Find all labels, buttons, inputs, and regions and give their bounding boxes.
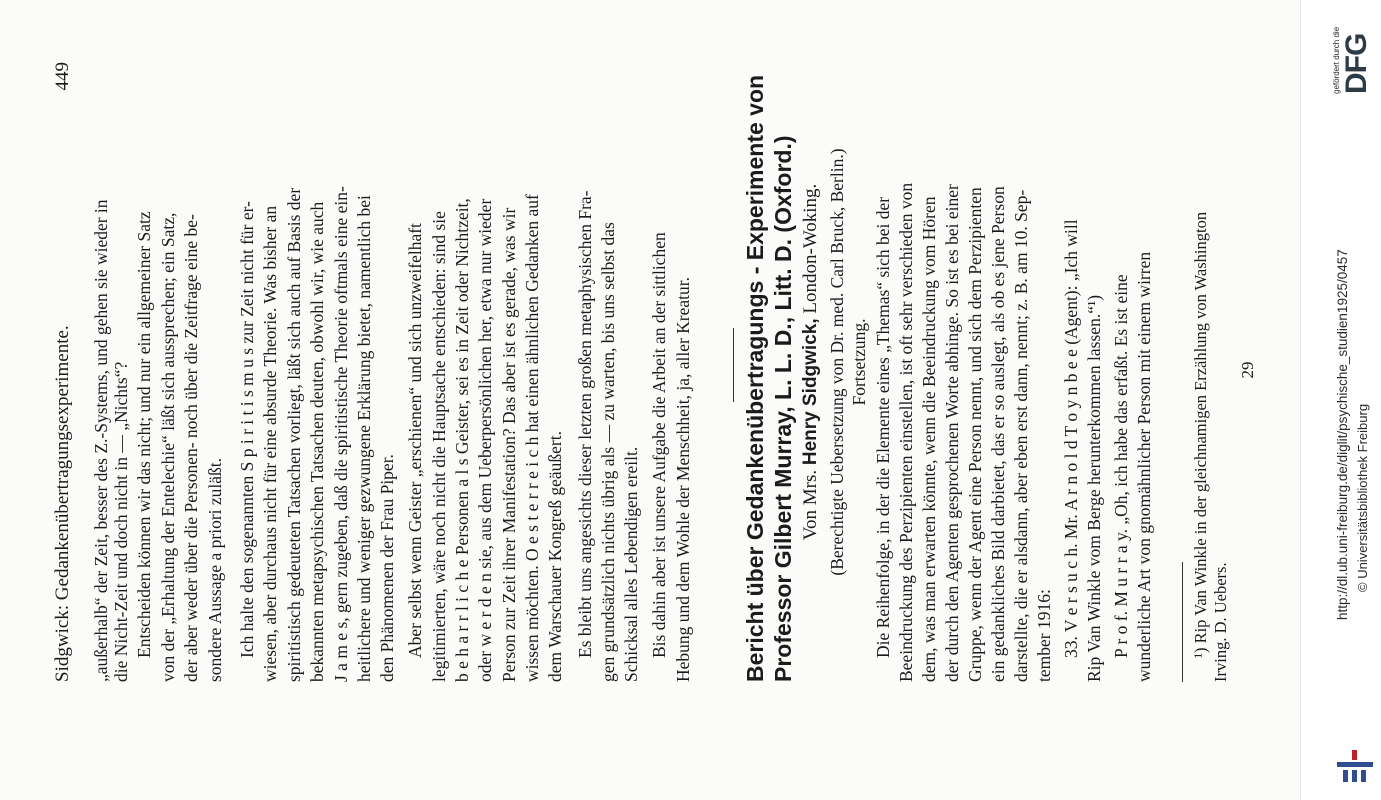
paragraph-line: ein gedankliches Bild darbietet, das er so auslegt, als ob es jene Person [988,186,1008,682]
body-line: b e h a r r l i c h e Personen a l s Geister, sei es in Zeit oder Nichtzeit, [452,198,472,682]
continuation-label: Fortsetzung. [849,318,869,406]
body-line: bekannten metapsychischen Tatsachen deuten, obwohl wir, wie auch [307,201,327,682]
body-line: wissen möchten. O e s t e r r e i c h hat einen ähnlichen Gedanken auf [522,194,542,682]
body-line: heitlichere und weniger gezwungene Erklärung bietet, namentlich bei [354,195,374,682]
experiment-line: P r o f. M u r r a y. „Oh, ich habe das erfaßt. Es ist eine [1111,274,1131,658]
body-line: den Phänomenen der Frau Piper. [377,454,397,682]
body-line: Bis dahin aber ist unsere Aufgabe die Arbeit an der sittlichen [649,232,669,658]
body-line: die Nicht-Zeit und doch nicht in — „Nichts“? [111,361,131,682]
body-line: der aber weder über die Personen- noch über die Zeitfrage eine be- [181,214,201,682]
source-url-link[interactable]: http://dl.ub.uni-freiburg.de/diglit/psychische_studien1925/0457 [1335,249,1350,620]
experiment-line: 33. V e r s u c h. Mr. A r n o l d T o y n b e e (Agent): „Ich will [1061,219,1081,658]
article-title-line-2: Professor Gilbert Murray, L. L. D., Litt. D. (Oxford.) [770,135,796,682]
paragraph-line: dem, was man erwarten könnte, wenn die Beeindruckung vom Hören [919,196,939,682]
experiment-line: wunderliche Art von gnomähnlicher Person mit einem wirren [1134,251,1154,682]
body-line: „außerhalb“ der Zeit, besser des Z.-Systems, und gehen sie wieder in [91,199,111,682]
body-line: von der „Erhaltung der Entelechie“ läßt sich aussprechen; ein Satz, [158,212,178,682]
body-line: J a m e s, gern zugeben, daß die spiritistische Theorie oftmals eine ein- [331,186,351,682]
footnote-line: Irving. D. Uebers. [1211,562,1230,682]
body-line: Entscheiden können wir das nicht; und nur ein allgemeiner Satz [134,211,154,658]
dfg-funding-text: gefördert durch die [1332,26,1341,94]
translation-note: (Berechtigte Uebersetzung von Dr. med. Carl Bruck, Berlin.) [827,148,847,576]
paragraph-line: Gruppe, wenn der Agent eine Person nennt, und sich dem Perzipienten [965,187,985,682]
body-line: spiritistisch gedeuteten Tatsachen vorliegt, läßt sich auch auf Basis der [284,187,304,682]
experiment-line: Rip Van Winkle vom Berge herunterkommen lassen.“¹) [1084,294,1104,682]
running-title: Sidgwick: Gedankenübertragungsexperimente. [52,325,73,682]
author-prefix: Von Mrs. [800,469,821,541]
dfg-logo-text: DFG [1340,33,1373,94]
body-line: sondere Aussage a priori zuläßt. [205,457,225,682]
copyright-credit: © Universitätsbibliothek Freiburg [1355,403,1370,592]
author-place: London-Woking. [800,183,821,314]
footnote-line: ¹) Rip Van Winkle in der gleichnamigen Erzählung von Washington [1191,211,1210,658]
article-title-line-1: Bericht über Gedankenübertragungs - Experimente von [742,74,768,682]
author-line [800,42,822,682]
paragraph-line: Die Reihenfolge, in der die Elemente eines „Themas“ sich bei der [873,196,893,658]
bottom-page-number: 29 [1238,361,1257,379]
body-line: Es bleibt uns angesichts dieser letzten großen metaphysischen Fra- [575,190,595,658]
running-header [52,62,82,682]
body-line: dem Warschauer Kongreß geäußert. [545,431,565,682]
university-library-logo-icon [1335,746,1375,786]
body-line: wiesen, aber durchaus nicht für eine absurde Theorie. Was bisher an [260,205,280,682]
body-line: Hebung und dem Wohle der Menschheit, ja, aller Kreatur. [673,276,693,682]
section-divider [733,328,734,402]
paragraph-line: tember 1916: [1034,589,1054,682]
body-line: Aber selbst wenn Geister „erschienen“ und sich unzweifelhaft [405,223,425,658]
paragraph-line: der durch den Agenten gesprochenen Worte abhinge. So ist es bei einer [942,184,962,682]
body-line: legitimierten, wäre noch nicht die Hauptsache entschieden: sind sie [429,211,449,682]
body-line: Ich halte den sogenannten S p i r i t i s m u s zur Zeit nicht für er- [237,201,257,658]
paragraph-line: Beeindruckung des Perzipienten einstellen, ist oft sehr verschieden von [896,182,916,682]
body-line: oder w e r d e n sie, aus dem Ueberpersönlichen her, etwa nur wieder [475,198,495,682]
library-sidebar [1300,0,1381,800]
body-line: Person zur Zeit ihrer Manifestation? Das aber ist es gerade, was wir [499,207,519,682]
paragraph-line: darstellte, die er alsdann, aber eben erst dann, nennt; z. B. am 10. Sep- [1011,189,1031,682]
body-line: gen grundsätzlich nichts übrig als — zu warten, bis uns selbst das [598,222,618,682]
page-number: 449 [52,62,73,91]
body-line: Schicksal alles Lebendigen ereilt. [621,446,641,682]
dfg-logo [1330,6,1374,96]
author-name: Henry Sidgwick, [800,318,821,466]
footnote-rule [1182,562,1183,682]
